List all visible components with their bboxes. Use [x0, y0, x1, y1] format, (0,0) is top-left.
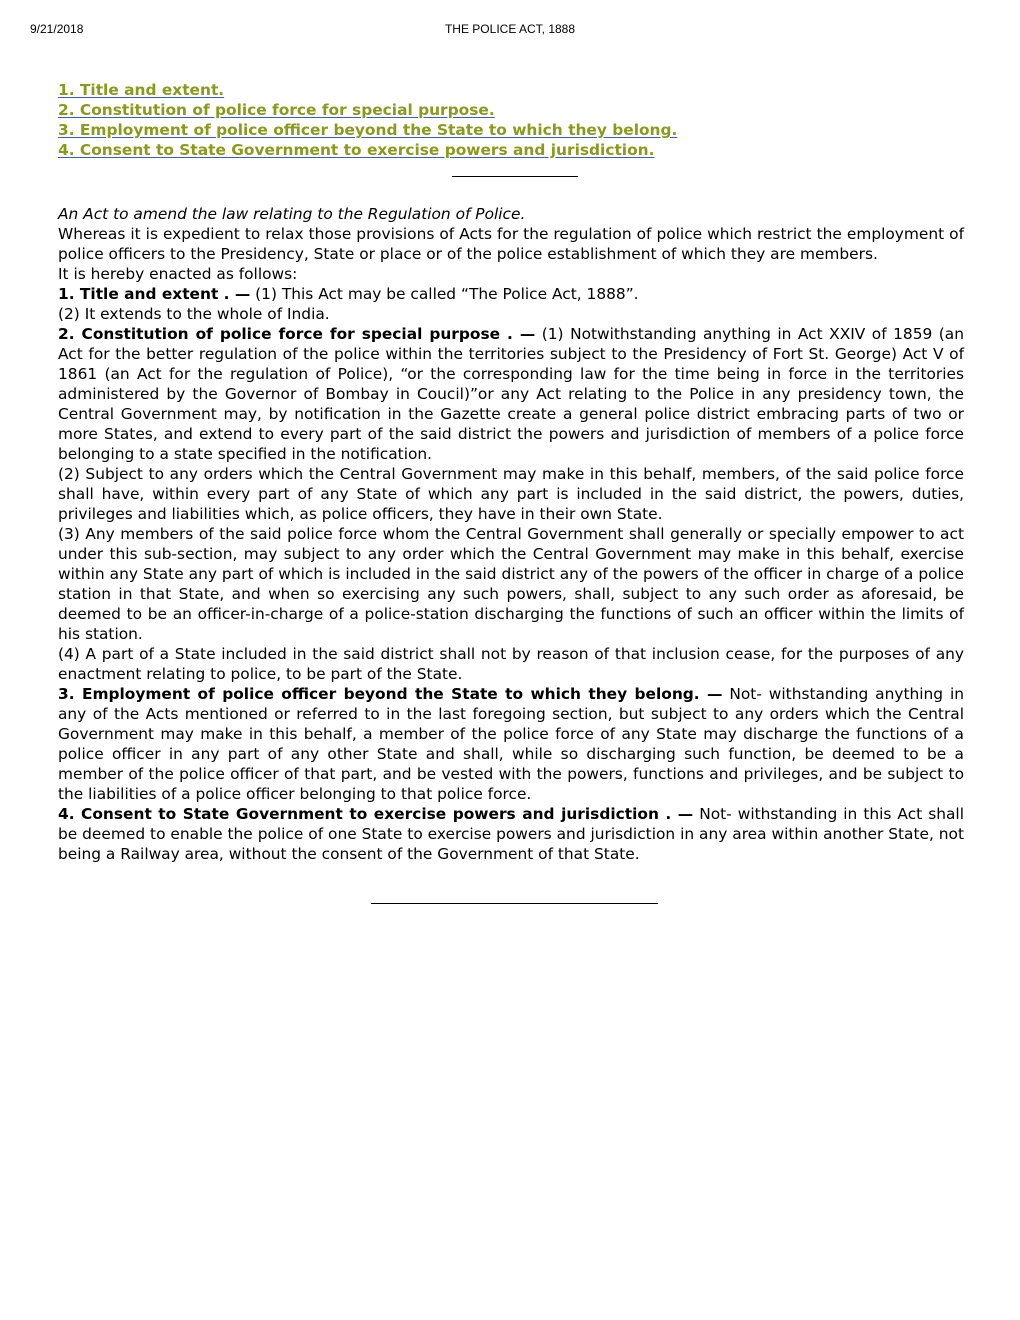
act-preamble: An Act to amend the law relating to the Regulation of Police.	[58, 205, 526, 223]
print-header	[0, 22, 1020, 42]
toc-link-employment-of-police-officer[interactable]: 3. Employment of police officer beyond the State to which they belong.	[58, 121, 678, 139]
section-2-para-3: (3) Any members of the said police force whom the Central Government shall generally or specially empower to act under this sub-section, may subject to any order which the Central Government may make in this behalf, exercise within any State any part of which is included in the said district any of the powers of the officer in charge of a police station in that State, and when so exercising any such powers, shall, subject to any such order as aforesaid, be deemed to be an officer-in-charge of a police-station discharging the functions of such an officer within the limits of his station.	[58, 525, 964, 643]
section-2-para-2: (2) Subject to any orders which the Central Government may make in this behalf, members, of the said police force shall have, within every part of any State of which any part is included in the said district, the powers, duties, privileges and liabilities which, as police officers, they have in their own State.	[58, 465, 964, 523]
section-2-para-4: (4) A part of a State included in the said district shall not by reason of that inclusion cease, for the purposes of any enactment relating to police, to be part of the State.	[58, 645, 964, 683]
toc-link-title-and-extent[interactable]: 1. Title and extent.	[58, 81, 225, 99]
section-2-text: (1) Notwithstanding anything in Act XXIV of 1859 (an Act for the better regulation of the police within the territories subject to the Presidency of Fort St. George) Act V of 1861 (an Act for the regulation of Police), “or the corresponding law for the time being in force in the territories administered by the Governor of Bombay in Coucil)”or any Act relating to the Police in any presidency town, the Central Government may, by notification in the Gazette create a general police district embracing parts of two or more States, and extend to every part of the said district the powers and jurisdiction of members of a police force belonging to a state specified in the notification.	[58, 325, 964, 463]
section-3-para-1	[58, 684, 964, 804]
toc-link-consent-to-state-government[interactable]: 4. Consent to State Government to exercise powers and jurisdiction.	[58, 141, 655, 159]
section-3-text: Not- withstanding anything in any of the Acts mentioned or referred to in the last foregoing section, but subject to any orders which the Central Government may make in this behalf, a member of the police force of any State may discharge the functions of a police officer in any part of any other State and shall, while so discharging such function, be deemed to be a member of the police officer of that part, and be vested with the powers, functions and privileges, and be subject to the liabilities of a police officer belonging to that police force.	[58, 685, 964, 803]
act-body	[58, 204, 964, 864]
divider-long	[371, 903, 658, 904]
section-1-heading: 1. Title and extent . —	[58, 285, 251, 303]
section-4-heading: 4. Consent to State Government to exercise powers and jurisdiction . —	[58, 805, 694, 823]
print-title: THE POLICE ACT, 1888	[444, 22, 576, 36]
section-1-text: (1) This Act may be called “The Police Act, 1888”.	[250, 285, 639, 303]
section-3-heading: 3. Employment of police officer beyond the State to which they belong. —	[58, 685, 723, 703]
section-4-para-1	[58, 804, 964, 864]
toc-link-constitution-of-police-force[interactable]: 2. Constitution of police force for special purpose.	[58, 101, 495, 119]
section-4-text: Not- withstanding in this Act shall be deemed to enable the police of one State to exercise powers and jurisdiction in any area within another State, not being a Railway area, without the consent of the Government of that State.	[58, 805, 964, 863]
enacting-clause: It is hereby enacted as follows:	[58, 265, 298, 283]
divider-short	[452, 176, 578, 177]
section-1-para-2: (2) It extends to the whole of India.	[58, 305, 330, 323]
table-of-contents	[58, 80, 968, 160]
section-2-para-1	[58, 324, 964, 464]
print-date: 9/21/2018	[30, 22, 84, 36]
section-2-heading: 2. Constitution of police force for special purpose . —	[58, 325, 536, 343]
section-1-para-1	[58, 284, 964, 304]
whereas-clause: Whereas it is expedient to relax those provisions of Acts for the regulation of police which restrict the employment of police officers to the Presidency, State or place or of the police establishment of which they are members.	[58, 225, 964, 263]
